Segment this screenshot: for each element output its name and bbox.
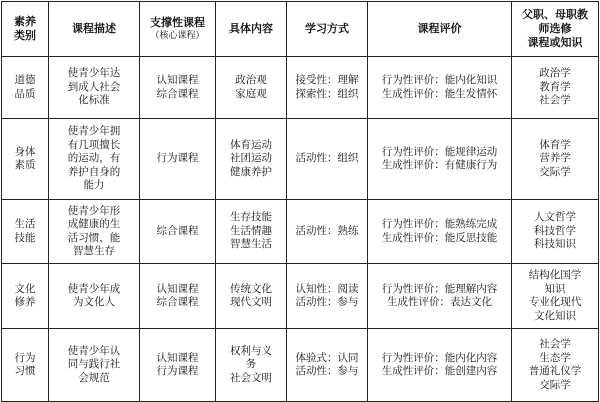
header-content: 具体内容 [216, 2, 287, 57]
courses-cell [140, 119, 216, 200]
cell-line: 行为 [14, 351, 36, 364]
description-cell [49, 57, 140, 119]
table-row [2, 119, 599, 200]
header-methods: 学习方式 [287, 2, 368, 57]
cell-line: 的运动，有 [67, 152, 121, 165]
cell-line: 务 [245, 358, 257, 371]
cell-line: 现代文明 [230, 296, 272, 308]
table-row [2, 57, 599, 119]
cell-line: 科技哲学 [534, 224, 576, 237]
cell-line: 身体 [14, 145, 36, 158]
courses-cell [140, 200, 216, 264]
methods-cell [287, 57, 368, 119]
cell-line: 生成性评价：有健康行为 [381, 159, 498, 171]
cell-line: 素质 [14, 159, 36, 171]
cell-line: 使青少年形 [67, 204, 121, 217]
cell-line: 行为性评价：能内化内容 [381, 351, 498, 364]
cell-line: 行为课程 [156, 152, 199, 165]
evaluation-cell [368, 200, 512, 264]
header-evaluation: 课程评价 [368, 2, 512, 57]
category-cell [2, 119, 49, 200]
cell-line: 修养 [14, 296, 36, 308]
electives-cell [512, 264, 599, 329]
cell-line: 综合课程 [156, 224, 199, 237]
courses-cell [140, 264, 216, 329]
cell-line: 体育运动 [230, 138, 272, 151]
cell-line: 综合课程 [156, 87, 199, 100]
content-cell [216, 329, 287, 402]
cell-line: 知识 [544, 282, 566, 295]
cell-line: 行为性评价：能理解内容 [381, 282, 498, 295]
header-category: 素养 类别 [2, 2, 49, 57]
category-cell [2, 329, 49, 402]
description-cell [49, 200, 140, 264]
cell-line: 传统文化 [230, 282, 272, 295]
cell-line: 生成性评价：能反思技能 [381, 231, 498, 244]
cell-line: 生活情趣 [230, 224, 272, 237]
methods-cell [287, 119, 368, 200]
cell-line: 行为性评价：能规律运动 [381, 145, 498, 158]
cell-line: 习惯 [14, 365, 36, 377]
cell-line: 交际学 [539, 378, 571, 391]
cell-line: 会规范 [78, 371, 110, 384]
table-row [2, 264, 599, 329]
header-description: 课程描述 [49, 2, 140, 57]
cell-line: 同与践行社 [67, 358, 121, 371]
cell-line: 行为性评价：能熟练完成 [381, 218, 498, 230]
cell-line: 体育学 [539, 138, 571, 151]
cell-line: 行为性评价：能内化知识 [381, 74, 498, 86]
cell-line: 接受性：理解 [295, 74, 359, 86]
cell-line: 智慧生活 [230, 238, 272, 251]
table-body [2, 57, 599, 402]
cell-line: 家庭观 [235, 87, 267, 100]
courses-cell [140, 57, 216, 119]
cell-line: 使青少年拥 [67, 125, 121, 138]
category-cell [2, 57, 49, 119]
cell-line: 体验式：认同 [295, 351, 359, 364]
cell-line: 科技知识 [534, 238, 576, 251]
content-cell [216, 119, 287, 200]
content-cell [216, 200, 287, 264]
evaluation-cell [368, 119, 512, 200]
cell-line: 社会学 [539, 94, 571, 107]
evaluation-cell [368, 264, 512, 329]
cell-line: 社会学 [539, 338, 571, 350]
methods-cell [287, 264, 368, 329]
cell-line: 生成性评价：能创建内容 [381, 365, 498, 377]
description-cell [49, 264, 140, 329]
cell-line: 人文哲学 [534, 211, 576, 224]
cell-line: 行为课程 [156, 365, 199, 377]
cell-line: 品质 [14, 87, 36, 100]
cell-line: 政治观 [235, 74, 267, 86]
cell-line: 成健康的生 [67, 218, 121, 230]
cell-line: 有几项擅长 [67, 138, 121, 151]
cell-line: 认知课程 [156, 74, 199, 86]
evaluation-cell [368, 329, 512, 402]
cell-line: 能力 [83, 179, 105, 192]
cell-line: 活动性：组织 [295, 152, 359, 165]
cell-line: 活动性：参与 [295, 365, 359, 377]
cell-line: 养护自身的 [67, 165, 121, 178]
cell-line: 结构化国学 [528, 269, 582, 281]
content-cell [216, 264, 287, 329]
cell-line: 权利与义 [230, 344, 272, 357]
cell-line: 普通礼仪学 [528, 365, 582, 377]
description-cell [49, 119, 140, 200]
cell-line: 文化知识 [534, 309, 576, 322]
electives-cell [512, 200, 599, 264]
cell-line: 道德 [14, 74, 36, 86]
cell-line: 生存技能 [230, 211, 272, 224]
description-cell [49, 329, 140, 402]
courses-cell [140, 329, 216, 402]
cell-line: 社会文明 [230, 371, 272, 384]
cell-line: 认知性：阅读 [295, 282, 359, 295]
electives-cell [512, 57, 599, 119]
cell-line: 生活 [14, 218, 36, 230]
course-table [1, 1, 599, 402]
category-cell [2, 264, 49, 329]
cell-line: 技能 [14, 231, 36, 244]
table-row [2, 200, 599, 264]
cell-line: 综合课程 [156, 296, 199, 308]
table-row [2, 329, 599, 402]
cell-line: 社团运动 [230, 152, 272, 165]
header-courses: 支撑性课程 （核心课程） [140, 2, 216, 57]
cell-line: 教育学 [539, 80, 571, 93]
cell-line: 生态学 [539, 351, 571, 364]
cell-line: 使青少年认 [67, 344, 121, 357]
cell-line: 生成性评价：能生发情怀 [381, 87, 498, 100]
cell-line: 使青少年成 [67, 282, 121, 295]
content-cell [216, 57, 287, 119]
cell-line: 文化 [14, 282, 36, 295]
cell-line: 活动性：参与 [295, 296, 359, 308]
electives-cell [512, 119, 599, 200]
header-electives: 父职、母职教 师选修 课程或知识 [512, 2, 599, 57]
cell-line: 活动性：熟练 [295, 224, 359, 237]
cell-line: 为文化人 [73, 296, 115, 308]
cell-line: 健康养护 [230, 165, 272, 178]
cell-line: 生成性评价：表达文化 [387, 296, 492, 308]
evaluation-cell [368, 57, 512, 119]
cell-line: 认知课程 [156, 351, 199, 364]
electives-cell [512, 329, 599, 402]
methods-cell [287, 329, 368, 402]
cell-line: 营养学 [539, 152, 571, 165]
cell-line: 智慧生存 [73, 245, 115, 257]
cell-line: 探索性：组织 [295, 87, 359, 100]
header-row [2, 2, 599, 57]
cell-line: 交际学 [539, 165, 571, 178]
cell-line: 专业化现代 [528, 296, 582, 308]
cell-line: 政治学 [539, 67, 571, 80]
cell-line: 认知课程 [156, 282, 199, 295]
category-cell [2, 200, 49, 264]
methods-cell [287, 200, 368, 264]
cell-line: 活习惯，能 [67, 231, 121, 244]
cell-line: 化标准 [78, 94, 110, 107]
cell-line: 到成人社会 [67, 80, 121, 93]
cell-line: 使青少年达 [67, 67, 121, 80]
